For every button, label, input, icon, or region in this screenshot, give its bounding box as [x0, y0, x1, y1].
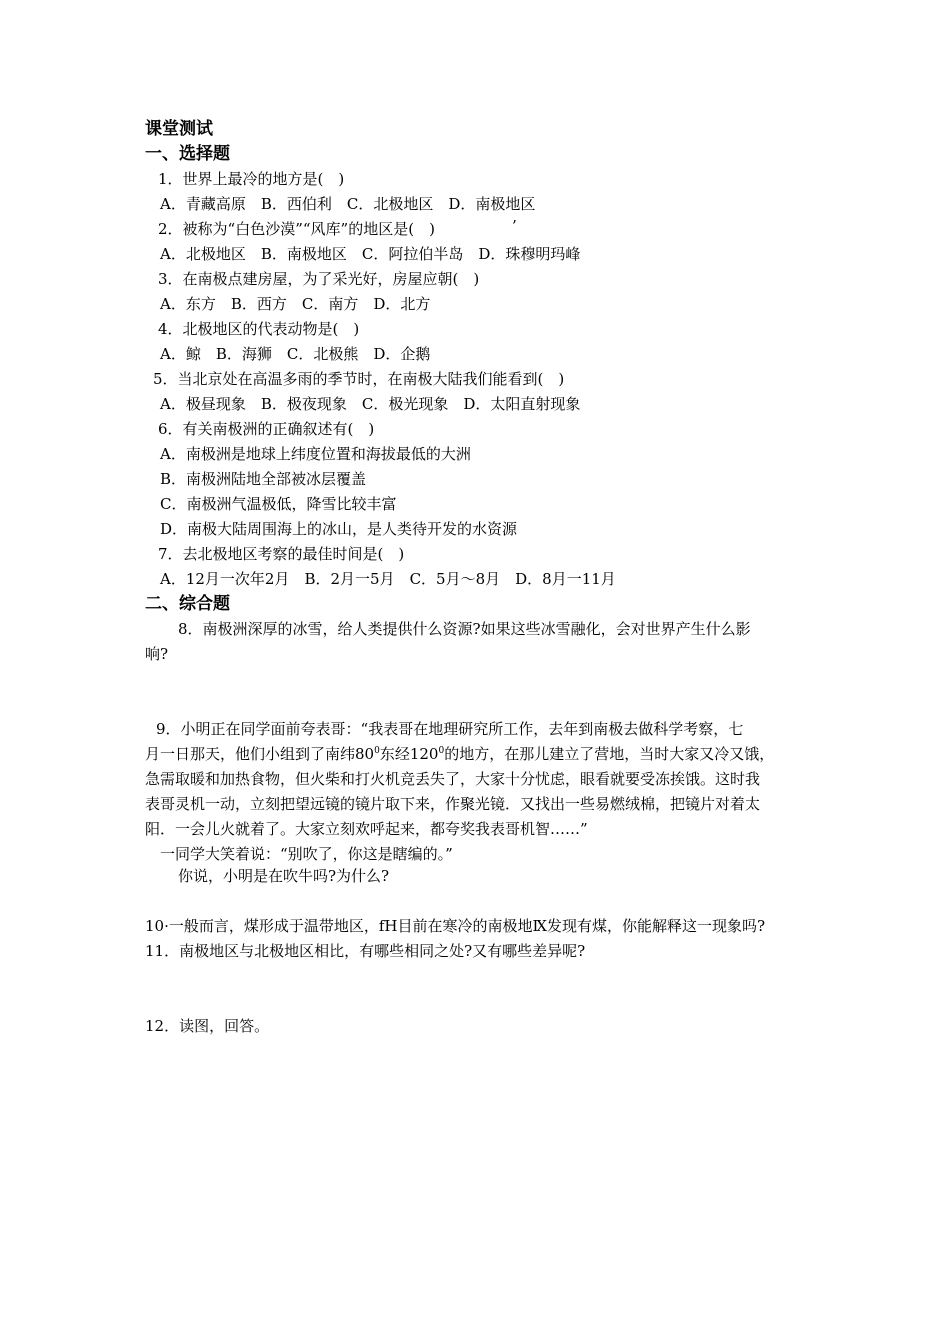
q9-line-5: 阳．一会儿火就着了。大家立刻欢呼起来，都夸奖我表哥机智……” — [145, 820, 588, 838]
q9-line-4: 表哥灵机一动，立刻把望远镜的镜片取下来，作聚光镜．又找出一些易燃绒棉，把镜片对着太 — [145, 795, 761, 813]
q1-stem: 1．世界上最冷的地方是( ) — [158, 170, 345, 188]
section-heading-comprehensive: 二、综合题 — [145, 594, 230, 614]
q3-stem: 3．在南极点建房屋，为了采光好，房屋应朝( ) — [158, 270, 480, 288]
q10-text: 10·一般而言，煤形成于温带地区，fH目前在寒冷的南极地Ⅸ发现有煤，你能解释这一现象吗? — [145, 917, 766, 935]
q8-line-2: 响? — [145, 645, 169, 663]
q7-options: A．12月一次年2月 B．2月一5月 C．5月～8月 D．8月一11月 — [160, 570, 616, 588]
q6-stem: 6．有关南极洲的正确叙述有( ) — [158, 420, 375, 438]
q9-line-2-part-c: 的地方，在那儿建立了营地，当时大家又冷又饿， — [444, 745, 775, 763]
q8-line-1: 8．南极洲深厚的冰雪，给人类提供什么资源?如果这些冰雪融化，会对世界产生什么影 — [178, 620, 751, 638]
degree-sign: 0 — [438, 746, 445, 756]
q11-text: 11．南极地区与北极地区相比，有哪些相同之处?又有哪些差异呢? — [145, 942, 586, 960]
q2-options: A．北极地区 B．南极地区 C．阿拉伯半岛 D．珠穆明玛峰 — [160, 245, 581, 263]
q9-line-7: 你说，小明是在吹牛吗?为什么? — [178, 867, 390, 885]
q9-line-2-part-a: 月一日那天，他们小组到了南纬80 — [145, 745, 375, 763]
q1-options: A．青藏高原 B．西伯利 C．北极地区 D．南极地区 — [160, 195, 536, 213]
q9-line-2-part-b: 东经120 — [379, 745, 439, 763]
page-title: 课堂测试 — [145, 119, 213, 139]
q6-option-d: D．南极大陆周围海上的冰山，是人类待开发的水资源 — [160, 520, 518, 538]
q6-option-b: B．南极洲陆地全部被冰层覆盖 — [160, 470, 367, 488]
q9-line-3: 急需取暖和加热食物，但火柴和打火机竞丢失了，大家十分忧虑，眼看就要受冻挨饿。这时我 — [145, 770, 761, 788]
q9-line-1: 9．小明正在同学面前夸表哥：“我表哥在地理研究所工作，去年到南极去做科学考察，七 — [156, 720, 744, 738]
section-heading-choice: 一、选择题 — [145, 144, 230, 164]
q2-stray-mark: ’ — [512, 217, 517, 235]
q3-options: A．东方 B．西方 C．南方 D．北方 — [160, 295, 431, 313]
q6-option-c: C．南极洲气温极低，降雪比较丰富 — [160, 495, 397, 513]
q4-options: A．鲸 B．海狮 C．北极熊 D．企鹅 — [160, 345, 431, 363]
q6-option-a: A．南极洲是地球上纬度位置和海拔最低的大洲 — [160, 445, 471, 463]
q9-line-2 — [145, 744, 774, 764]
q7-stem: 7．去北极地区考察的最佳时间是( ) — [158, 545, 405, 563]
q9-line-6: 一同学大笑着说：“别吹了，你这是瞎编的。” — [160, 845, 453, 863]
q12-text: 12．读图，回答。 — [145, 1017, 270, 1035]
q5-stem: 5．当北京处在高温多雨的季节时，在南极大陆我们能看到( ) — [153, 370, 565, 388]
q5-options: A．极昼现象 B．极夜现象 C．极光现象 D．太阳直射现象 — [160, 395, 581, 413]
degree-sign: 0 — [374, 746, 380, 756]
q4-stem: 4．北极地区的代表动物是( ) — [158, 320, 360, 338]
q2-stem: 2．被称为“白色沙漠”“风库”的地区是( ) — [158, 220, 435, 238]
